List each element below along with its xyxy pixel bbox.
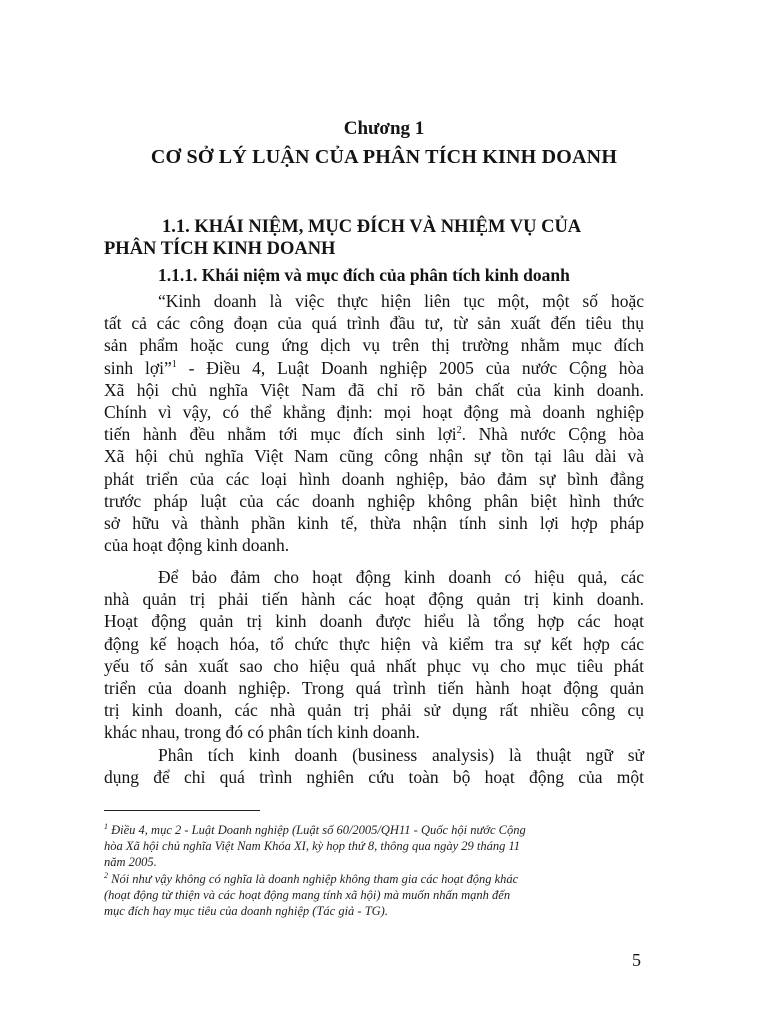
paragraph-text: . Nhà nước Cộng hòa xyxy=(461,424,644,445)
section-heading-line-2: PHÂN TÍCH KINH DOANH xyxy=(104,239,336,259)
paragraph-line: sở hữu và thành phần kinh tế, thừa nhận tính sinh lợi hợp pháp xyxy=(104,513,644,534)
footnote-divider xyxy=(104,810,260,811)
paragraph-line: Hoạt động quản trị kinh doanh được hiểu là tổng hợp các hoạt xyxy=(104,611,644,632)
paragraph-line: động kế hoạch hóa, tổ chức thực hiện và kiểm tra sự kết hợp các xyxy=(104,633,644,654)
paragraph-line: nhà quản trị phải tiến hành các hoạt động quản trị kinh doanh. xyxy=(104,589,644,610)
paragraph-text: tiến hành đều nhằm tới mục đích sinh lợi xyxy=(104,424,457,445)
footnote-text: Nói như vậy không có nghĩa là doanh nghiệp không tham gia các hoạt động khác xyxy=(108,871,519,886)
footnote-mark: 1 xyxy=(104,821,108,831)
footnote-2 xyxy=(104,871,644,887)
section-heading-line-1: 1.1. KHÁI NIỆM, MỤC ĐÍCH VÀ NHIỆM VỤ CỦA xyxy=(162,217,582,237)
paragraph-line: “Kinh doanh là việc thực hiện liên tục một, một số hoặc xyxy=(158,291,644,311)
section-heading xyxy=(104,216,644,260)
paragraph-line: tất cả các công đoạn của quá trình đầu tư, từ sản xuất đến tiêu thụ xyxy=(104,313,644,334)
footnote-ref-2: 2 xyxy=(456,425,462,437)
footnote-line: (hoạt động từ thiện và các hoạt động mang tính xã hội) mà muốn nhấn mạnh đến xyxy=(104,887,511,902)
paragraph-line: Để bảo đảm cho hoạt động kinh doanh có hiệu quả, các xyxy=(158,567,644,587)
paragraph-line: dụng để chỉ quá trình nghiên cứu toàn bộ hoạt động của một xyxy=(104,767,644,788)
paragraph-line xyxy=(104,423,644,445)
paragraph-line: yếu tố sản xuất sao cho hiệu quả nhất phục vụ cho mục tiêu phát xyxy=(104,655,644,676)
paragraph-line: sản phẩm hoặc cung ứng dịch vụ trên thị trường nhằm mục đích xyxy=(104,335,644,356)
paragraph-line xyxy=(104,357,644,379)
paragraph-line: triển của doanh nghiệp. Trong quá trình tiến hành hoạt động quản xyxy=(104,678,644,699)
footnote-line: năm 2005. xyxy=(104,855,157,870)
page-number: 5 xyxy=(632,950,641,970)
paragraph-line: Xã hội chủ nghĩa Việt Nam đã chỉ rõ bản chất của kinh doanh. xyxy=(104,379,644,400)
paragraph-line: phát triển của các loại hình doanh nghiệp, bảo đảm sự bình đẳng xyxy=(104,468,644,489)
footnote-line: hòa Xã hội chủ nghĩa Việt Nam Khóa XI, kỳ họp thứ 8, thông qua ngày 29 tháng 11 xyxy=(104,839,521,854)
paragraph-1 xyxy=(104,290,644,556)
paragraph-2 xyxy=(104,566,644,744)
footnote-line: mục đích hay mục tiêu của doanh nghiệp (Tác giả - TG). xyxy=(104,904,388,919)
paragraph-line: Xã hội chủ nghĩa Việt Nam cũng công nhận sự tồn tại lâu dài và xyxy=(104,446,644,467)
paragraph-text: sinh lợi” xyxy=(104,357,172,378)
footnote-1 xyxy=(104,822,644,838)
paragraph-line: trước pháp luật của các doanh nghiệp không phân biệt hình thức xyxy=(104,490,644,511)
paragraph-line: Phân tích kinh doanh (business analysis) là thuật ngữ sử xyxy=(158,745,644,765)
paragraph-3 xyxy=(104,744,644,788)
chapter-title: CƠ SỞ LÝ LUẬN CỦA PHÂN TÍCH KINH DOANH xyxy=(150,146,618,168)
subsection-heading: 1.1.1. Khái niệm và mục đích của phân tích kinh doanh xyxy=(158,265,570,285)
paragraph-text: - Điều 4, Luật Doanh nghiệp 2005 của nước Cộng hòa xyxy=(176,357,645,378)
footnotes xyxy=(104,822,644,919)
footnote-text: Điều 4, mục 2 - Luật Doanh nghiệp (Luật số 60/2005/QH11 - Quốc hội nước Cộng xyxy=(108,823,526,837)
paragraph-line: của hoạt động kinh doanh. xyxy=(104,535,290,556)
paragraph-line: Chính vì vậy, có thể khẳng định: mọi hoạt động mà doanh nghiệp xyxy=(104,402,644,423)
paragraph-line: khác nhau, trong đó có phân tích kinh doanh. xyxy=(104,722,420,743)
footnote-ref-1: 1 xyxy=(171,358,177,370)
footnote-mark: 2 xyxy=(104,870,108,880)
paragraph-line: trị kinh doanh, các nhà quản trị phải sử dụng rất nhiều công cụ xyxy=(104,700,644,721)
chapter-label: Chương 1 xyxy=(343,118,425,139)
